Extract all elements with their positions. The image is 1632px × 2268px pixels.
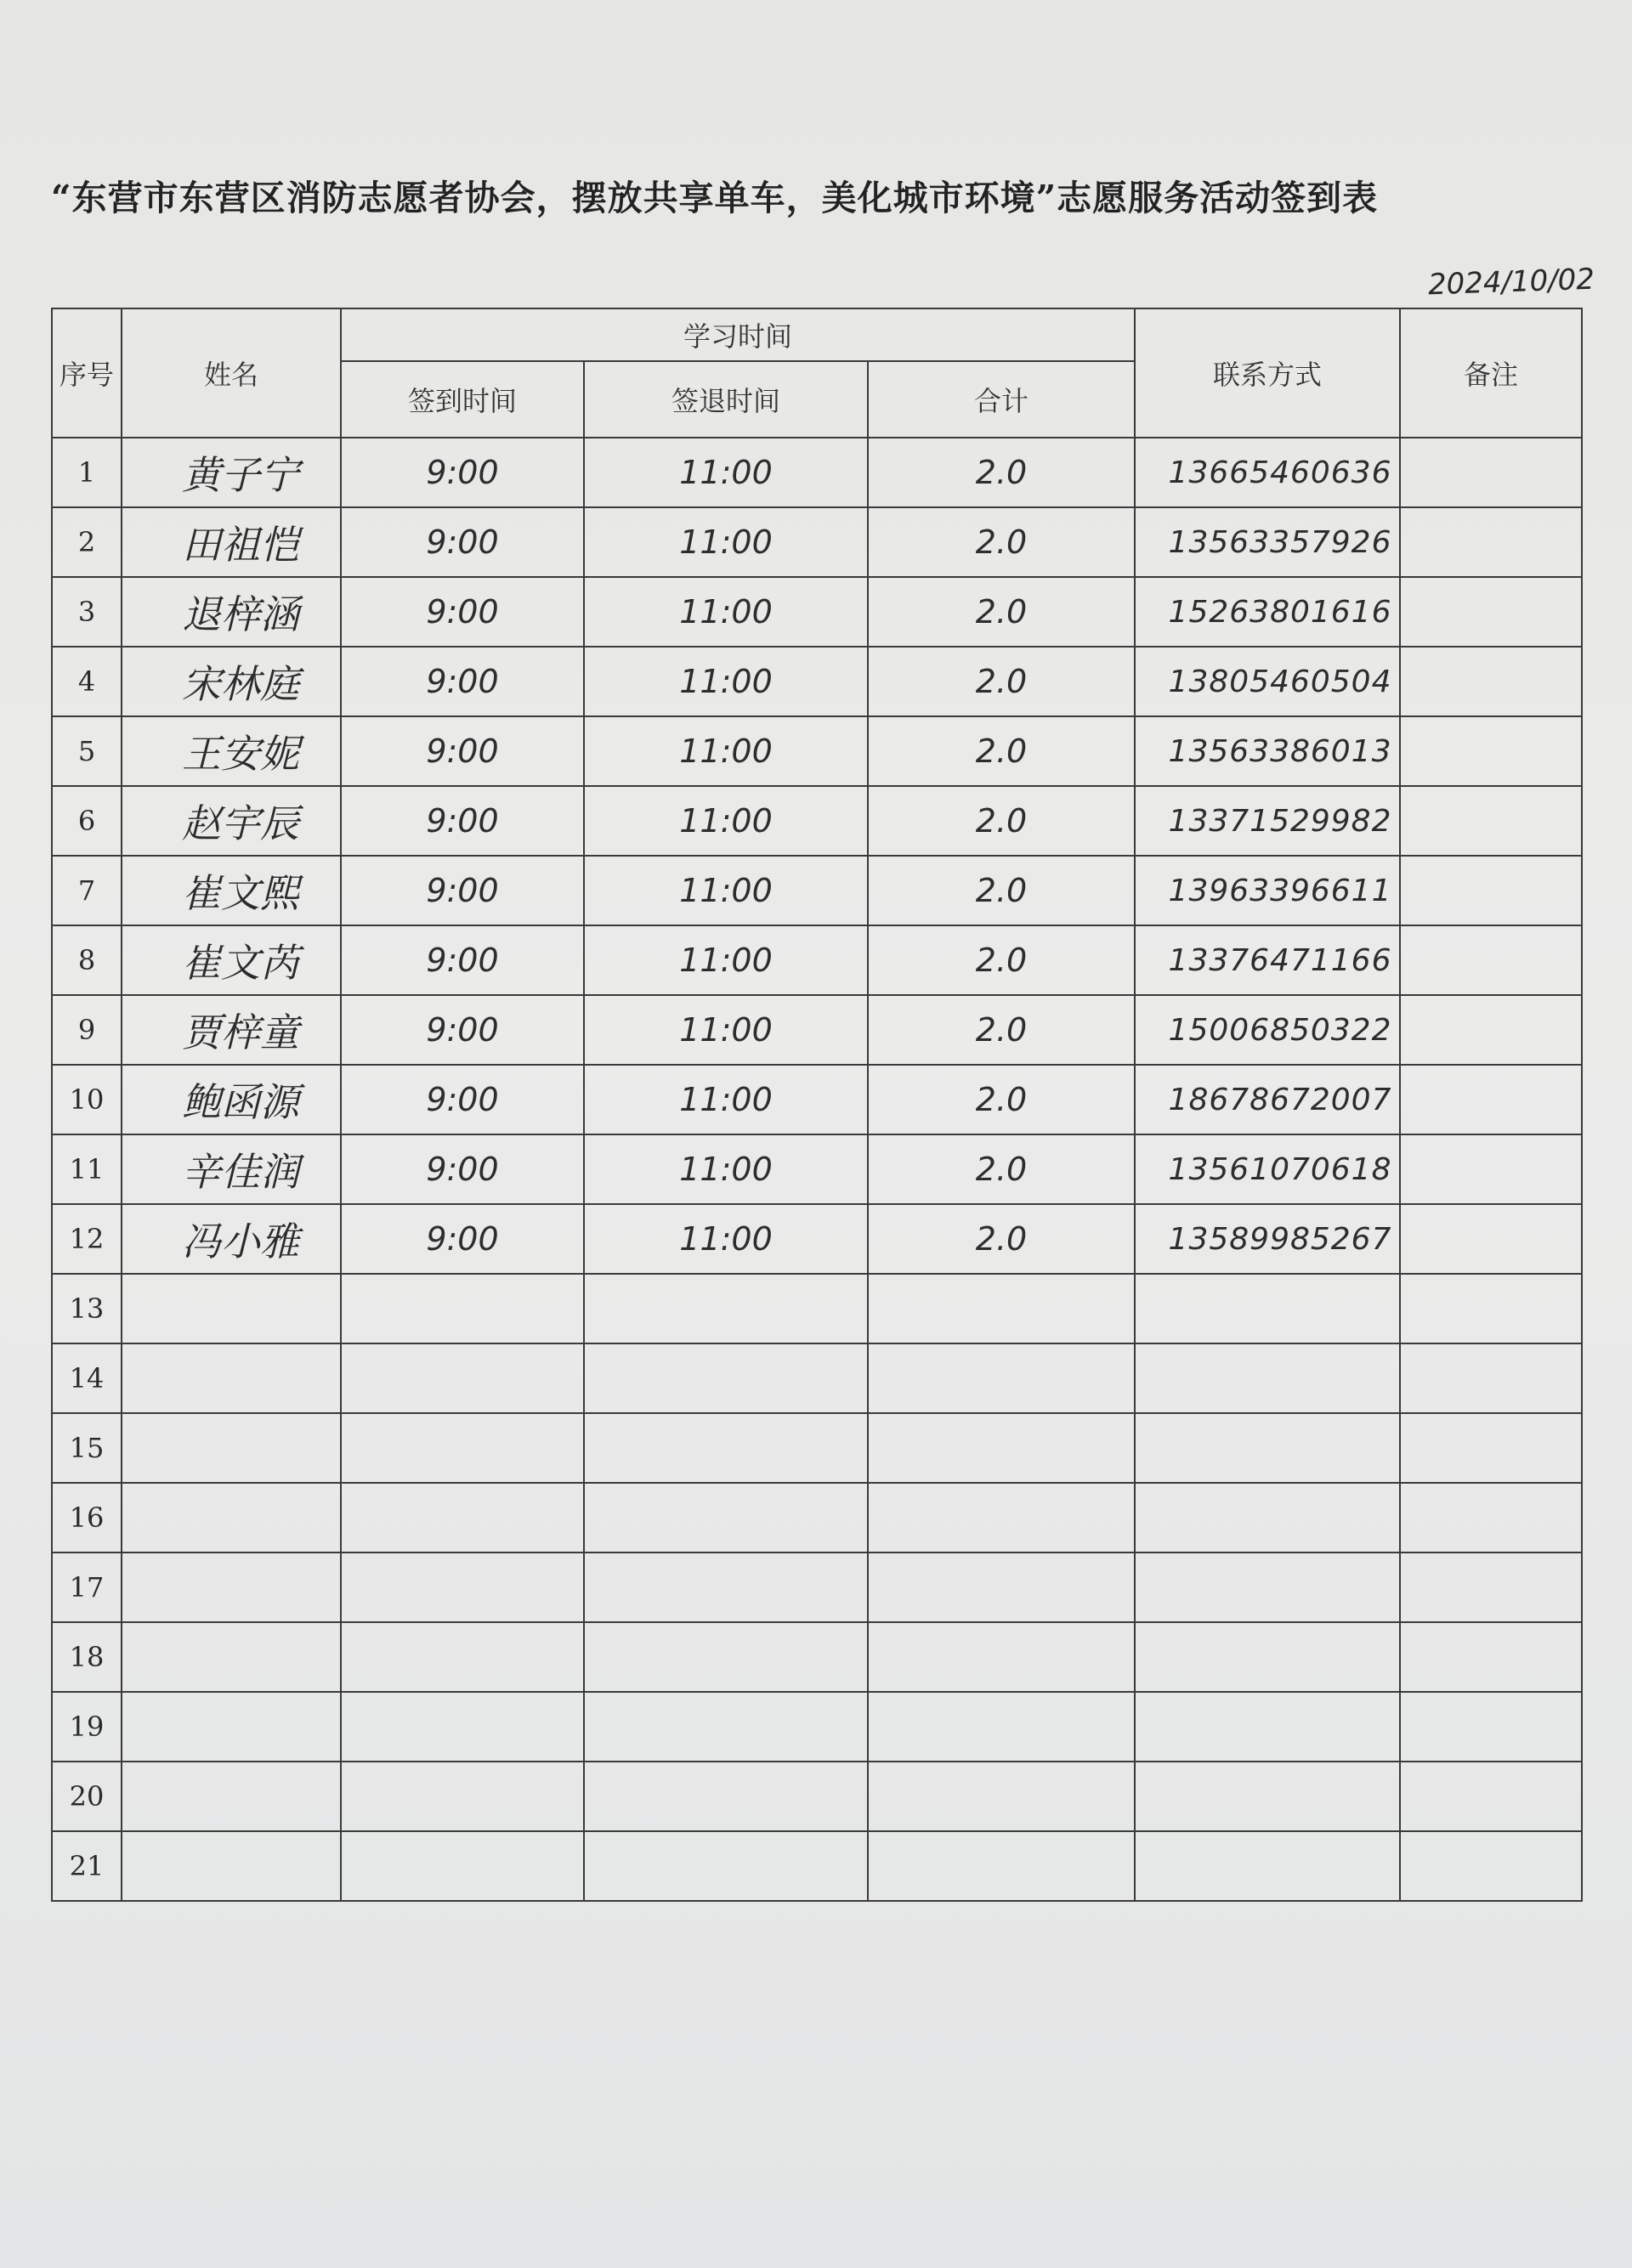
cell-sign-in: 9:00	[341, 1065, 584, 1134]
cell-name: 崔文芮	[122, 925, 341, 995]
cell-index: 4	[52, 647, 122, 716]
cell-index: 17	[52, 1553, 122, 1622]
cell-sign-in	[341, 1343, 584, 1413]
cell-remark	[1400, 1553, 1582, 1622]
cell-index: 21	[52, 1831, 122, 1901]
cell-index: 1	[52, 438, 122, 507]
cell-contact: 13563357926	[1135, 507, 1400, 577]
cell-contact	[1135, 1692, 1400, 1762]
cell-sign-in: 9:00	[341, 1204, 584, 1274]
cell-total	[868, 1343, 1135, 1413]
cell-sign-out	[584, 1762, 868, 1831]
cell-sign-in: 9:00	[341, 1134, 584, 1204]
cell-remark	[1400, 925, 1582, 995]
cell-name	[122, 1831, 341, 1901]
cell-index: 8	[52, 925, 122, 995]
cell-contact: 13963396611	[1135, 856, 1400, 925]
cell-remark	[1400, 1134, 1582, 1204]
cell-sign-in: 9:00	[341, 856, 584, 925]
cell-sign-out: 11:00	[584, 1065, 868, 1134]
table-row	[52, 577, 1582, 647]
cell-sign-in: 9:00	[341, 438, 584, 507]
table-row	[52, 1065, 1582, 1134]
cell-remark	[1400, 716, 1582, 786]
cell-contact: 18678672007	[1135, 1065, 1400, 1134]
cell-contact	[1135, 1622, 1400, 1692]
cell-contact	[1135, 1762, 1400, 1831]
cell-name: 鲍函源	[122, 1065, 341, 1134]
cell-remark	[1400, 577, 1582, 647]
table-row	[52, 1692, 1582, 1762]
cell-contact	[1135, 1831, 1400, 1901]
cell-sign-out: 11:00	[584, 925, 868, 995]
cell-remark	[1400, 1204, 1582, 1274]
cell-total: 2.0	[868, 438, 1135, 507]
cell-name: 黄子宁	[122, 438, 341, 507]
cell-index: 15	[52, 1413, 122, 1483]
cell-total: 2.0	[868, 1134, 1135, 1204]
cell-sign-out	[584, 1343, 868, 1413]
cell-sign-out: 11:00	[584, 786, 868, 856]
header-remark: 备注	[1400, 308, 1582, 438]
cell-index: 11	[52, 1134, 122, 1204]
cell-index: 6	[52, 786, 122, 856]
table-row	[52, 438, 1582, 507]
document-title: “东营市东营区消防志愿者协会，摆放共享单车，美化城市环境”志愿服务活动签到表	[51, 178, 1379, 218]
cell-index: 14	[52, 1343, 122, 1413]
cell-remark	[1400, 995, 1582, 1065]
table-row	[52, 507, 1582, 577]
cell-total	[868, 1483, 1135, 1553]
cell-remark	[1400, 438, 1582, 507]
cell-sign-out: 11:00	[584, 438, 868, 507]
cell-sign-in: 9:00	[341, 647, 584, 716]
sign-in-table	[51, 308, 1583, 1902]
cell-total: 2.0	[868, 856, 1135, 925]
cell-sign-out: 11:00	[584, 716, 868, 786]
cell-index: 13	[52, 1274, 122, 1343]
cell-sign-in	[341, 1553, 584, 1622]
cell-contact: 13805460504	[1135, 647, 1400, 716]
header-total: 合计	[868, 361, 1135, 438]
table-row	[52, 995, 1582, 1065]
header-sign-out: 签退时间	[584, 361, 868, 438]
cell-contact: 13563386013	[1135, 716, 1400, 786]
cell-total	[868, 1692, 1135, 1762]
cell-index: 2	[52, 507, 122, 577]
header-sign-in: 签到时间	[341, 361, 584, 438]
cell-name: 贾梓童	[122, 995, 341, 1065]
cell-remark	[1400, 1692, 1582, 1762]
table-row	[52, 786, 1582, 856]
cell-sign-in: 9:00	[341, 507, 584, 577]
cell-sign-out	[584, 1622, 868, 1692]
cell-name: 田祖恺	[122, 507, 341, 577]
table-row	[52, 1831, 1582, 1901]
cell-name	[122, 1762, 341, 1831]
cell-contact: 13589985267	[1135, 1204, 1400, 1274]
table-row	[52, 1204, 1582, 1274]
cell-total: 2.0	[868, 995, 1135, 1065]
cell-sign-out: 11:00	[584, 647, 868, 716]
cell-sign-in	[341, 1413, 584, 1483]
cell-total	[868, 1274, 1135, 1343]
cell-name	[122, 1413, 341, 1483]
cell-contact: 13371529982	[1135, 786, 1400, 856]
table-row	[52, 1483, 1582, 1553]
cell-sign-out: 11:00	[584, 507, 868, 577]
cell-name	[122, 1343, 341, 1413]
table-row	[52, 1413, 1582, 1483]
cell-name	[122, 1622, 341, 1692]
cell-name: 退梓涵	[122, 577, 341, 647]
cell-remark	[1400, 786, 1582, 856]
cell-sign-in	[341, 1692, 584, 1762]
cell-sign-in	[341, 1831, 584, 1901]
cell-sign-out: 11:00	[584, 856, 868, 925]
cell-contact	[1135, 1413, 1400, 1483]
cell-contact: 13376471166	[1135, 925, 1400, 995]
header-study-time: 学习时间	[341, 308, 1135, 361]
cell-name	[122, 1274, 341, 1343]
header-name: 姓名	[122, 308, 341, 438]
header-index: 序号	[52, 308, 122, 438]
cell-total: 2.0	[868, 716, 1135, 786]
cell-total	[868, 1762, 1135, 1831]
cell-index: 5	[52, 716, 122, 786]
cell-contact: 15006850322	[1135, 995, 1400, 1065]
table-row	[52, 1343, 1582, 1413]
table-row	[52, 716, 1582, 786]
cell-sign-in	[341, 1483, 584, 1553]
cell-contact: 15263801616	[1135, 577, 1400, 647]
cell-remark	[1400, 1483, 1582, 1553]
cell-index: 7	[52, 856, 122, 925]
cell-name	[122, 1483, 341, 1553]
cell-index: 3	[52, 577, 122, 647]
cell-remark	[1400, 1413, 1582, 1483]
table-row	[52, 647, 1582, 716]
header-row-top	[52, 308, 1582, 361]
cell-contact: 13561070618	[1135, 1134, 1400, 1204]
cell-remark	[1400, 856, 1582, 925]
cell-name: 宋林庭	[122, 647, 341, 716]
cell-index: 18	[52, 1622, 122, 1692]
cell-sign-in	[341, 1274, 584, 1343]
cell-name: 辛佳润	[122, 1134, 341, 1204]
cell-index: 20	[52, 1762, 122, 1831]
cell-sign-out	[584, 1553, 868, 1622]
cell-index: 16	[52, 1483, 122, 1553]
cell-name: 王安妮	[122, 716, 341, 786]
table-body	[52, 438, 1582, 1901]
cell-total	[868, 1622, 1135, 1692]
cell-index: 10	[52, 1065, 122, 1134]
cell-total: 2.0	[868, 1204, 1135, 1274]
cell-sign-out	[584, 1483, 868, 1553]
cell-total: 2.0	[868, 577, 1135, 647]
cell-sign-in: 9:00	[341, 577, 584, 647]
cell-contact	[1135, 1553, 1400, 1622]
cell-remark	[1400, 507, 1582, 577]
cell-total: 2.0	[868, 786, 1135, 856]
table-row	[52, 1622, 1582, 1692]
cell-sign-out: 11:00	[584, 577, 868, 647]
cell-remark	[1400, 1622, 1582, 1692]
cell-sign-in: 9:00	[341, 786, 584, 856]
cell-total	[868, 1831, 1135, 1901]
cell-name: 赵宇辰	[122, 786, 341, 856]
cell-total: 2.0	[868, 925, 1135, 995]
cell-remark	[1400, 1831, 1582, 1901]
cell-sign-in	[341, 1762, 584, 1831]
cell-name	[122, 1553, 341, 1622]
cell-sign-in: 9:00	[341, 995, 584, 1065]
cell-total	[868, 1413, 1135, 1483]
cell-contact	[1135, 1483, 1400, 1553]
cell-total	[868, 1553, 1135, 1622]
cell-sign-out: 11:00	[584, 995, 868, 1065]
cell-remark	[1400, 1762, 1582, 1831]
table-row	[52, 1134, 1582, 1204]
cell-total: 2.0	[868, 1065, 1135, 1134]
cell-remark	[1400, 1065, 1582, 1134]
handwritten-date: 2024/10/02	[1427, 262, 1595, 303]
cell-index: 9	[52, 995, 122, 1065]
cell-total: 2.0	[868, 507, 1135, 577]
cell-name: 崔文熙	[122, 856, 341, 925]
cell-contact	[1135, 1343, 1400, 1413]
cell-index: 12	[52, 1204, 122, 1274]
cell-sign-in: 9:00	[341, 925, 584, 995]
cell-sign-out	[584, 1831, 868, 1901]
cell-remark	[1400, 1274, 1582, 1343]
cell-name: 冯小雅	[122, 1204, 341, 1274]
cell-sign-out	[584, 1274, 868, 1343]
table-row	[52, 1274, 1582, 1343]
header-contact: 联系方式	[1135, 308, 1400, 438]
table-row	[52, 856, 1582, 925]
cell-sign-out: 11:00	[584, 1204, 868, 1274]
cell-total: 2.0	[868, 647, 1135, 716]
cell-sign-out	[584, 1692, 868, 1762]
cell-contact	[1135, 1274, 1400, 1343]
cell-contact: 13665460636	[1135, 438, 1400, 507]
cell-index: 19	[52, 1692, 122, 1762]
cell-sign-in	[341, 1622, 584, 1692]
table-row	[52, 1553, 1582, 1622]
cell-name	[122, 1692, 341, 1762]
cell-sign-in: 9:00	[341, 716, 584, 786]
table-row	[52, 1762, 1582, 1831]
cell-sign-out: 11:00	[584, 1134, 868, 1204]
table-row	[52, 925, 1582, 995]
cell-sign-out	[584, 1413, 868, 1483]
cell-remark	[1400, 1343, 1582, 1413]
cell-remark	[1400, 647, 1582, 716]
